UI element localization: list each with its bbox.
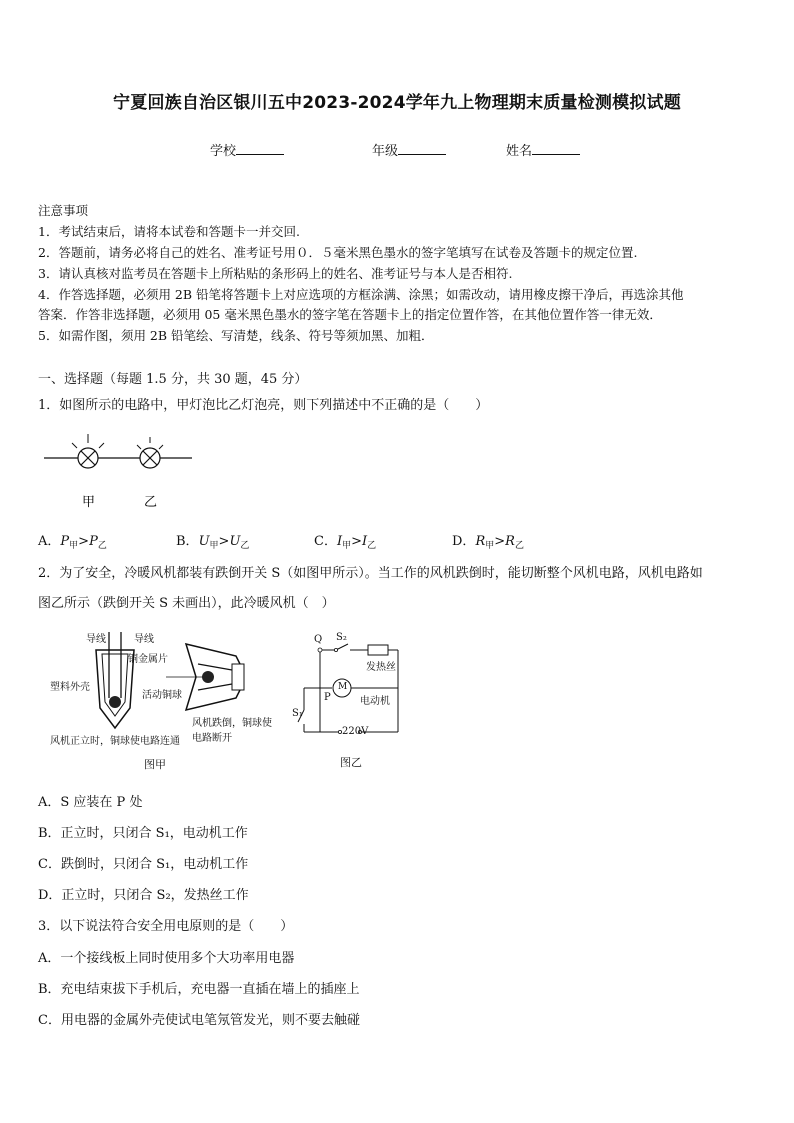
grade-field	[372, 140, 446, 159]
lamp-yi-icon	[137, 437, 163, 468]
grade-label: 年级	[372, 144, 399, 159]
notice-item: 3．请认真核对监考员在答题卡上所粘贴的条形码上的姓名、准考证号与本人是否相符.	[38, 266, 513, 281]
q3-option-b[interactable]: B．充电结束拔下手机后，充电器一直插在墙上的插座上	[38, 982, 360, 997]
section-heading: 一、选择题（每题 1.5 分，共 30 题，45 分）	[38, 372, 308, 387]
fan-circuit-figure: Q S₂ 发热丝 P M 电动机 S₁ 220V 图乙	[292, 632, 396, 769]
notice-item: 2．答题前，请务必将自己的姓名、准考证号用０．５毫米黑色墨水的签字笔填写在试卷及答题卡的规定位置.	[38, 245, 638, 260]
q1-option-b[interactable]: B．$U_甲>U_乙$	[176, 534, 250, 551]
notice-item: 5．如需作图，须用 2B 铅笔绘、写清楚，线条、符号等须加黑、加粗．	[38, 328, 434, 343]
school-field	[210, 140, 284, 159]
q2-option-a[interactable]: A．S 应装在 P 处	[38, 795, 143, 810]
notice-item: 1．考试结束后，请将本试卷和答题卡一并交回.	[38, 224, 300, 239]
lamp-circuit-diagram	[40, 430, 200, 515]
notice-item: 答案．作答非选择题，必须用 05 毫米黑色墨水的签字笔在答题卡上的指定位置作答，在其他位置作答一律无效．	[38, 307, 662, 322]
q3-option-c[interactable]: C．用电器的金属外壳使试电笔氖管发光，则不要去触碰	[38, 1013, 360, 1028]
tilt-switch-figure: 导线 导线 铜金属片 塑料外壳 活动铜球 风机正立时，铜球使电路连通 风机跌倒，铜球使 电路断开 图甲	[50, 634, 272, 771]
q1-option-d[interactable]: D．$R_甲>R_乙$	[452, 534, 524, 551]
question-2-stem-line1: 2．为了安全，冷暖风机都装有跌倒开关 S（如图甲所示）。当工作的风机跌倒时，能切断整个风机电路，风机电路如	[38, 566, 703, 581]
school-label: 学校	[210, 144, 237, 159]
q1-option-c[interactable]: C．$I_甲>I_乙$	[314, 534, 377, 551]
lamp-jia-label: 甲	[82, 495, 96, 510]
question-3-stem: 3．以下说法符合安全用电原则的是（ ）	[38, 919, 294, 934]
q2-option-b[interactable]: B．正立时，只闭合 S₁，电动机工作	[38, 826, 248, 841]
q2-option-d[interactable]: D．正立时，只闭合 S₂，发热丝工作	[38, 888, 249, 903]
school-blank	[236, 141, 284, 155]
name-label: 姓名	[506, 144, 533, 159]
q3-option-a[interactable]: A．一个接线板上同时使用多个大功率用电器	[38, 951, 295, 966]
q1-option-a[interactable]: A．$P_甲>P_乙$	[38, 534, 107, 551]
page-title: 宁夏回族自治区银川五中2023-2024学年九上物理期末质量检测模拟试题	[113, 93, 681, 113]
q2-option-c[interactable]: C．跌倒时，只闭合 S₁，电动机工作	[38, 857, 249, 872]
notice-item: 4．作答选择题，必须用 2B 铅笔将答题卡上对应选项的方框涂满、涂黑；如需改动，请用橡皮擦干净后，再选涂其他	[38, 287, 684, 302]
name-blank	[532, 141, 580, 155]
grade-blank	[398, 141, 446, 155]
lamp-yi-label: 乙	[144, 495, 158, 510]
name-field	[506, 140, 580, 159]
notice-heading: 注意事项	[38, 203, 89, 218]
question-2-stem-line2: 图乙所示（跌倒开关 S 未画出），此冷暖风机（ ）	[38, 596, 335, 611]
lamp-jia-icon	[70, 434, 104, 468]
question-1-stem: 1．如图所示的电路中，甲灯泡比乙灯泡亮，则下列描述中不正确的是（ ）	[38, 398, 489, 413]
